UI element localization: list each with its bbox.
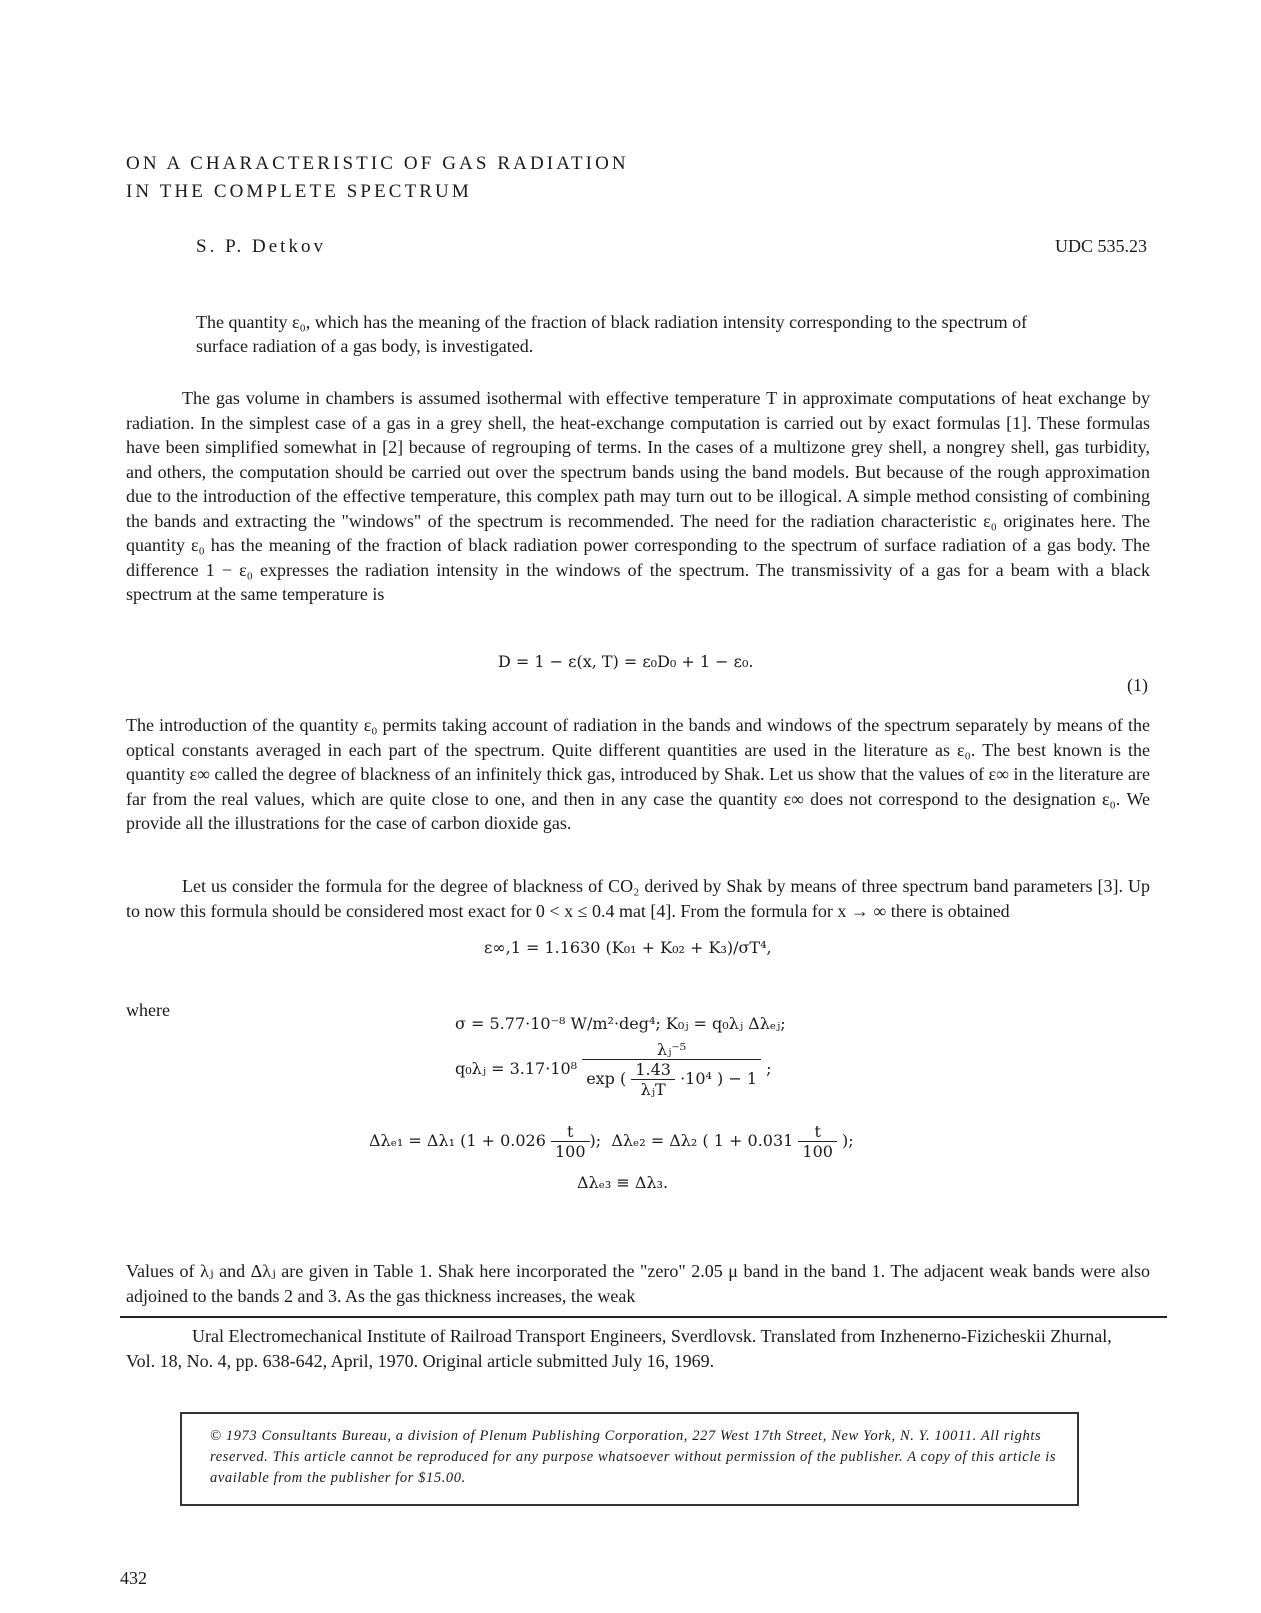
affiliation-note: Ural Electromechanical Institute of Railroad Transport Engineers, Sverdlovsk. Translated from Inzhenerno-Fizicheskii Zhurnal, Vol. 18, No. 4, pp. 638-642, April, 1970. Original article submitted July 16, 1969. [126,1326,1112,1371]
udc-code: UDC 535.23 [1054,236,1147,256]
equation-5: Δλₑ₁ = Δλ₁ (1 + 0.026 $\frac{t}{100}$ ); Δλₑ₂ = Δλ₂ ( 1 + 0.031 $\frac{t}{100}$ ); [369,1122,854,1161]
equation-5b: Δλₑ₂ = Δλ₂ ( 1 + 0.031 [611,1131,794,1150]
equation-4-numerator: λⱼ⁻⁵ [582,1040,761,1060]
equation-4-inner-num: 1.43 [631,1060,675,1080]
equation-6: Δλₑ₃ ≡ Δλ₃. [577,1173,669,1192]
equation-4-denominator: exp ( $\frac{1.43}{\text{λⱼT}}$ ·10⁴ ) − 1 [586,1060,758,1099]
copyright-box [180,1412,1079,1506]
frac-100-2: 100 [802,1142,833,1161]
article-title [126,150,629,206]
title-line-1: ON A CHARACTERISTIC OF GAS RADIATION [126,153,629,174]
equation-4: q₀λⱼ = 3.17·10⁸ λⱼ⁻⁵ exp ( $\frac{1.43}{\text{λⱼT}}$ ·10⁴ ) − 1 ; [455,1040,772,1099]
equation-4-fraction [582,1040,761,1099]
where-label: where [126,1000,170,1020]
frac-t-1: t [551,1122,590,1142]
equation-4-lhs: q₀λⱼ = 3.17·10⁸ [455,1059,578,1078]
equation-4-exp: exp [586,1069,615,1088]
equation-5a-fraction [551,1122,590,1161]
equation-4-den-post: ·10⁴ ) − 1 [680,1069,758,1088]
equation-2: ε∞,1 = 1.1630 (K₀₁ + K₀₂ + K₃)/σT⁴, [484,938,772,957]
paragraph-1: The gas volume in chambers is assumed isothermal with effective temperature T in approximate computations of heat exchange by radiation. In the simplest case of a gas in a grey shell, the heat-exchange computation is carried out by exact formulas [1]. These formulas have been simplified somewhat in [2] because of regrouping of terms. In the cases of a multizone grey shell, a nongrey shell, gas turbidity, and others, the computation should be carried out over the spectrum bands using the band models. But because of the rough approximation due to the introduction of the effective temperature, this complex path may turn out to be illogical. A simple method consisting of combining the bands and extracting the "windows" of the spectrum is recommended. The need for the radiation characteristic ε₀ originates here. The quantity ε₀ has the meaning of the fraction of black radiation power corresponding to the spectrum of surface radiation of a gas body. The difference 1 − ε₀ expresses the radiation intensity in the windows of the spectrum. The transmissivity of a gas for a beam with a black spectrum at the same temperature is [126,388,1150,604]
footnote-divider [120,1316,1167,1318]
equation-4-inner-fraction [631,1060,675,1099]
paragraph-3: Let us consider the formula for the degree of blackness of CO₂ derived by Shak by means of three spectrum band parameters [3]. Up to now this formula should be considered most exact for 0 < x ≤ 0.4 mat [4]. From the formula for x → ∞ there is obtained [126,876,1150,921]
equation-4-inner-den: λⱼT [640,1080,666,1099]
equation-1: D = 1 − ε(x, T) = ε₀D₀ + 1 − ε₀. [498,652,754,671]
frac-100-1: 100 [554,1142,586,1161]
copyright-text: © 1973 Consultants Bureau, a division of Plenum Publishing Corporation, 227 West 17th Street, New York, N. Y. 10011. All rights reserved. This article cannot be reproduced for any purpose whatsoever without permission of the publisher. A copy of this article is available from the publisher for $15.00. [210,1428,1057,1486]
title-line-2: IN THE COMPLETE SPECTRUM [126,181,472,202]
author: S. P. Detkov [196,236,326,257]
frac-t-2: t [798,1122,837,1142]
equation-1-number: (1) [1127,675,1148,695]
equation-3: σ = 5.77·10⁻⁸ W/m²·deg⁴; K₀ⱼ = q₀λⱼ Δλₑⱼ; [455,1014,786,1033]
equation-5a: Δλₑ₁ = Δλ₁ (1 + 0.026 [369,1131,546,1150]
paragraph-2: The introduction of the quantity ε₀ permits taking account of radiation in the bands and windows of the spectrum separately by means of the optical constants averaged in each part of the spectrum. Quite different quantities are used in the literature as ε₀. The best known is the quantity ε∞ called the degree of blackness of an infinitely thick gas, introduced by Shak. Let us show that the values of ε∞ in the literature are far from the real values, which are quite close to one, and then in any case the quantity ε∞ does not correspond to the designation ε₀. We provide all the illustrations for the case of carbon dioxide gas. [126,715,1150,833]
abstract: The quantity ε₀, which has the meaning of the fraction of black radiation intensity corresponding to the spectrum of surface radiation of a gas body, is investigated. [196,312,1028,356]
page-number: 432 [120,1568,147,1588]
equation-5b-fraction [798,1122,837,1161]
paragraph-4: Values of λⱼ and Δλⱼ are given in Table 1. Shak here incorporated the "zero" 2.05 μ band in the band 1. The adjacent weak bands were also adjoined to the bands 2 and 3. As the gas thickness increases, the weak [126,1261,1150,1306]
